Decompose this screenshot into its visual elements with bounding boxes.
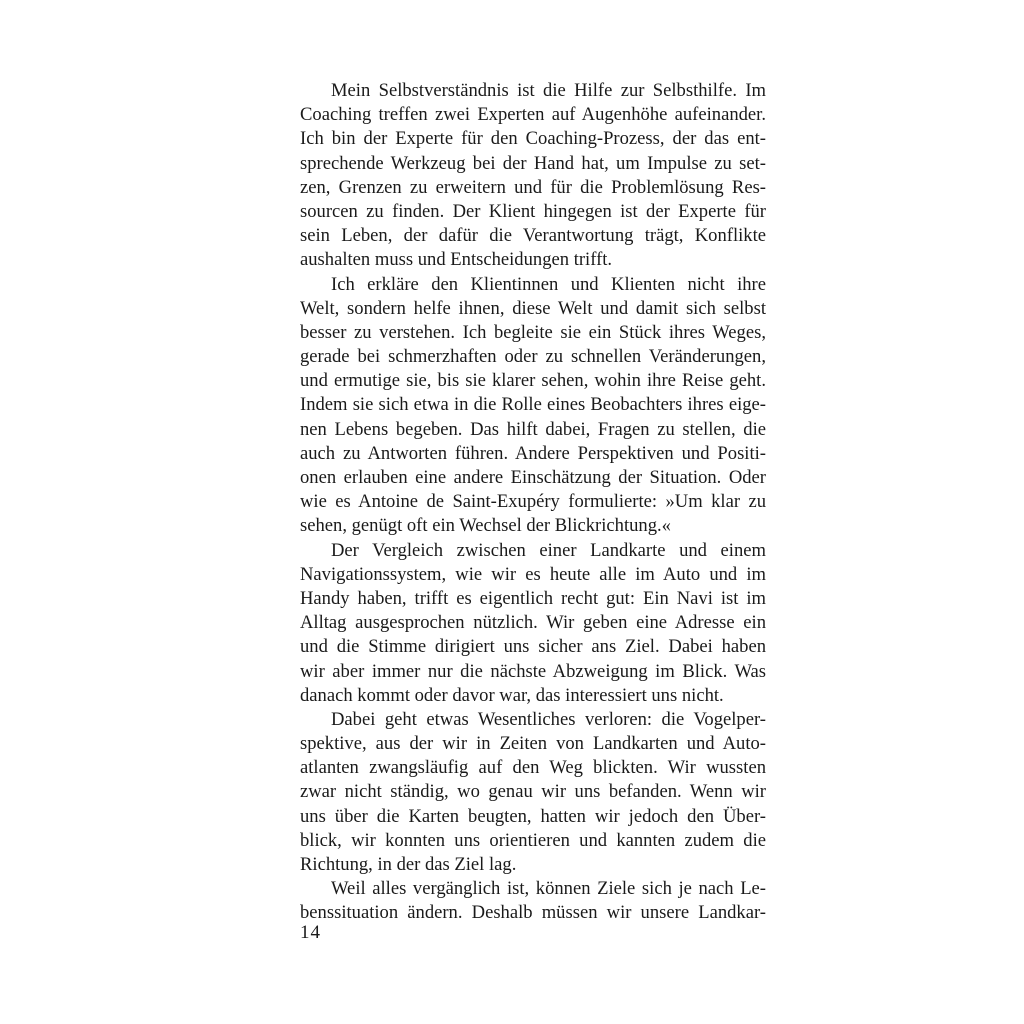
- text-line: danach kommt oder davor war, das interessiert uns nicht.: [300, 684, 724, 706]
- text-line: Handy haben, trifft es eigentlich recht gut: Ein Navi ist im: [300, 587, 766, 609]
- text-line: zen, Grenzen zu erweitern und für die Problemlösung Res-: [300, 176, 766, 198]
- text-line: wie es Antoine de Saint-Exupéry formulierte: »Um klar zu: [300, 491, 766, 513]
- text-line: onen erlauben eine andere Einschätzung der Situation. Oder: [300, 467, 766, 488]
- text-line: nen Lebens begeben. Das hilft dabei, Fragen zu stellen, die: [300, 418, 766, 440]
- text-line: sehen, genügt oft ein Wechsel der Blickrichtung.«: [300, 515, 671, 537]
- paragraph-5: [300, 877, 766, 925]
- text-line: Alltag ausgesprochen nützlich. Wir geben eine Adresse ein: [300, 612, 766, 634]
- text-line: Weil alles vergänglich ist, können Ziele sich je nach Le-: [331, 878, 766, 900]
- text-line: aushalten muss und Entscheidungen trifft.: [300, 249, 613, 271]
- page-number: 14: [300, 922, 321, 943]
- text-line: sein Leben, der dafür die Verantwortung trägt, Konflikte: [300, 225, 766, 247]
- text-line: Der Vergleich zwischen einer Landkarte und einem: [331, 539, 766, 561]
- paragraph-2: [300, 273, 766, 539]
- text-line: Coaching treffen zwei Experten auf Augenhöhe aufeinander.: [300, 104, 766, 126]
- text-line: Ich bin der Experte für den Coaching-Prozess, der das ent-: [300, 128, 766, 150]
- paragraph-3: [300, 539, 766, 708]
- text-line: Dabei geht etwas Wesentliches verloren: die Vogelper-: [331, 708, 766, 730]
- text-line: blick, wir konnten uns orientieren und kannten zudem die: [300, 829, 766, 851]
- text-line: spektive, aus der wir in Zeiten von Landkarten und Auto-: [300, 733, 766, 755]
- text-line: Ich erkläre den Klientinnen und Klienten nicht ihre: [331, 273, 766, 295]
- text-line: Navigationssystem, wie wir es heute alle im Auto und im: [300, 563, 766, 585]
- text-line: Richtung, in der das Ziel lag.: [300, 854, 517, 875]
- text-line: zwar nicht ständig, wo genau wir uns befanden. Wenn wir: [300, 781, 766, 803]
- text-line: Indem sie sich etwa in die Rolle eines Beobachters ihres eige-: [300, 394, 766, 416]
- text-line: besser zu verstehen. Ich begleite sie ein Stück ihres Weges,: [300, 321, 766, 343]
- text-line: und ermutige sie, bis sie klarer sehen, wohin ihre Reise geht.: [300, 370, 766, 392]
- paragraph-1: [300, 79, 766, 273]
- text-line: sprechende Werkzeug bei der Hand hat, um Impulse zu set-: [300, 152, 766, 174]
- text-line: uns über die Karten beugten, hatten wir jedoch den Über-: [300, 805, 766, 827]
- paragraph-4: [300, 708, 766, 877]
- text-line: gerade bei schmerzhaften oder zu schnellen Veränderungen,: [300, 346, 766, 368]
- text-line: atlanten zwangsläufig auf den Weg blickten. Wir wussten: [300, 757, 766, 779]
- text-line: sourcen zu finden. Der Klient hingegen ist der Experte für: [300, 200, 766, 222]
- text-line: auch zu Antworten führen. Andere Perspektiven und Positi-: [300, 442, 766, 464]
- body-text: [300, 79, 766, 926]
- text-line: wir aber immer nur die nächste Abzweigung im Blick. Was: [300, 660, 766, 682]
- text-line: benssituation ändern. Deshalb müssen wir unsere Landkar-: [300, 902, 766, 924]
- text-line: Mein Selbstverständnis ist die Hilfe zur Selbsthilfe. Im: [331, 80, 766, 101]
- text-line: Welt, sondern helfe ihnen, diese Welt und damit sich selbst: [300, 297, 766, 319]
- text-line: und die Stimme dirigiert uns sicher ans Ziel. Dabei haben: [300, 636, 766, 658]
